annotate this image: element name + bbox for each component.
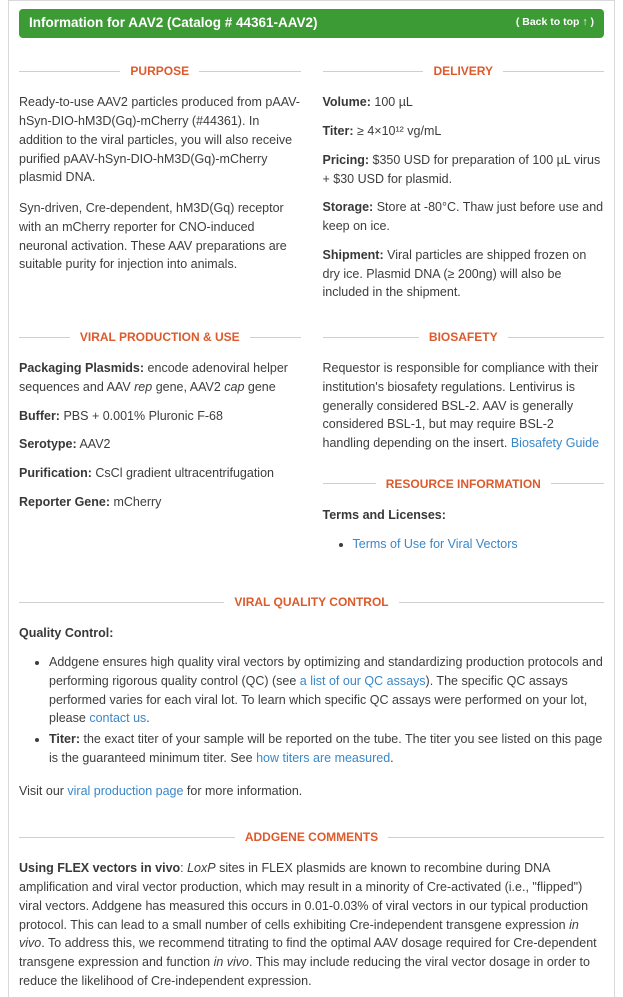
titer-label: Titer: [322,124,354,138]
volume-label: Volume: [322,95,371,110]
purpose-heading-label: PURPOSE [130,64,190,79]
biosafety-heading [323,328,605,346]
addgene-comments-heading-label: ADDGENE COMMENTS [244,830,379,845]
buffer-label: Buffer: [19,408,60,423]
back-to-top-link[interactable]: ( Back to top ↑ ) [515,16,594,29]
storage-label: Storage: [322,200,374,215]
quality-control-label: Quality Control: [19,626,114,641]
purification [19,464,301,483]
purpose-paragraph-1: Ready-to-use AAV2 particles produced from pAAV-hSyn-DIO-hM3D(Gq)-mCherry (#44361). In addition to the viral particles, you will also receive purified pAAV-hSyn-DIO-hM3D(Gq)-mCherry plasmid DNA. [19,95,300,185]
shipment-value: Viral particles are shipped frozen on dry ice. Plasmid DNA (≥ 200ng) will also be included in the shipment. [322,247,587,300]
packaging-plasmids-label: Packaging Plasmids: [19,361,145,375]
purification-label: Purification: [19,466,92,480]
reporter-gene [19,493,301,512]
shipment-label: Shipment: [322,247,384,262]
terms-list [323,535,605,554]
section-viral-quality-control [19,593,604,800]
flex-vectors-label: Using FLEX vectors in vivo [19,861,181,876]
reporter-gene-label: Reporter Gene: [19,494,110,509]
info-panel [8,0,615,997]
delivery-storage [323,198,605,236]
biosafety-paragraph: Requestor is responsible for compliance with their institution's biosafety regulations. Lentivirus is generally considered BSL-2. AAV is generally considered BSL-1, but may require BSL-2 handling depending on the insert. Biosafety Guide [322,361,600,450]
biosafety-heading-label: BIOSAFETY [428,330,498,344]
volume-value: 100 µL [374,95,413,110]
terms-of-use-link[interactable]: Terms of Use for Viral Vectors [352,536,518,551]
terms-and-licenses-label: Terms and Licenses: [322,507,446,522]
delivery-pricing [323,151,605,189]
resource-information-heading [323,475,605,493]
delivery-volume [323,93,605,112]
pricing-label: Pricing: [322,152,370,167]
titer-value: ≥ 4×10¹² vg/mL [357,124,442,138]
serotype [19,435,301,454]
titer-bullet-label: Titer: [49,732,81,746]
buffer [19,407,301,426]
page-title: Information for AAV2 (Catalog # 44361-AAV2) [29,15,318,30]
section-addgene-comments [19,828,604,990]
packaging-plasmids: Packaging Plasmids: encode adenoviral helper sequences and AAV rep gene, AAV2 cap gene [19,361,288,394]
biosafety-guide-link[interactable]: Biosafety Guide [510,436,600,450]
storage-value: Store at -80°C. Thaw just before use and keep on ice. [322,200,604,233]
pricing-value: $350 USD for preparation of 100 µL virus + $30 USD for plasmid. [322,152,601,186]
serotype-label: Serotype: [19,437,77,452]
cap-gene-italic: cap [224,379,245,394]
serotype-value: AAV2 [79,437,111,452]
delivery-titer [323,122,605,141]
viral-production-page-link[interactable]: viral production page [67,783,184,798]
viral-production-heading-label: VIRAL PRODUCTION & USE [79,330,240,344]
section-viral-production [19,328,301,563]
delivery-heading [323,62,605,80]
in-vivo-italic-1: in vivo [19,917,579,951]
qc-assays-link[interactable]: a list of our QC assays [299,673,426,688]
delivery-shipment [323,246,605,302]
quality-control-list [19,653,604,768]
resource-information-heading-label: RESOURCE INFORMATION [385,476,541,491]
resource-information-block [323,475,605,554]
section-biosafety-resource [323,328,605,563]
terms-list-item [353,535,605,554]
qc-assays-list-item: • Addgene ensures high quality viral vectors by optimizing and standardizing production protocols and performing rigorous quality control (QC) (see a list of our QC assays). The specific QC assays performed varies for each viral lot. To learn which specific QC assays were performed on your lot, please contact us. [49,653,604,728]
viral-quality-control-heading [19,593,604,611]
viral-production-heading [19,328,301,346]
addgene-comments-heading [19,828,604,846]
reporter-gene-value: mCherry [113,494,162,509]
titer-list-item: • Titer: the exact titer of your sample will be reported on the tube. The titer you see listed on this page is the guaranteed minimum titer. See how titers are measured. [49,730,604,768]
visit-production-page-line: Visit our viral production page for more information. [19,783,303,798]
buffer-value: PBS + 0.001% Pluronic F-68 [63,408,223,423]
section-delivery [323,62,605,302]
in-vivo-italic-2: in vivo [213,955,250,969]
section-purpose [19,62,301,302]
viral-quality-control-heading-label: VIRAL QUALITY CONTROL [234,595,389,610]
purpose-paragraph-2: Syn-driven, Cre-dependent, hM3D(Gq) receptor with an mCherry reporter for CNO-induced neuronal activation. These AAV preparations are suitable purity for injection into animals. [19,201,287,272]
loxp-italic: LoxP [187,861,216,876]
header-bar [19,9,604,38]
rep-gene-italic: rep [134,379,153,394]
how-titers-measured-link[interactable]: how titers are measured [256,750,391,765]
addgene-comments-paragraph: Using FLEX vectors in vivo: LoxP sites in FLEX plasmids are known to recombine during DNA amplification and viral vector production, which may result in a minority of Cre-activated (i.e., "flipped") viral vectors. Addgene has measured this occurs in 0.01-0.03% of viral vectors in our typical production protocol. This can lead to a small number of cells exhibiting Cre-independent transgene expression in vivo. To address this, we recommend titrating to find the optimal AAV dosage required for Cre-dependent transgene expression and function in vivo. This may include reducing the viral vector dosage in order to reduce the likelihood of Cre-independent expression. [19,861,597,988]
delivery-heading-label: DELIVERY [433,64,494,79]
two-column-grid [19,62,604,563]
purpose-heading [19,62,301,80]
purification-value: CsCl gradient ultracentrifugation [95,466,274,480]
contact-us-link[interactable]: contact us [89,711,147,726]
